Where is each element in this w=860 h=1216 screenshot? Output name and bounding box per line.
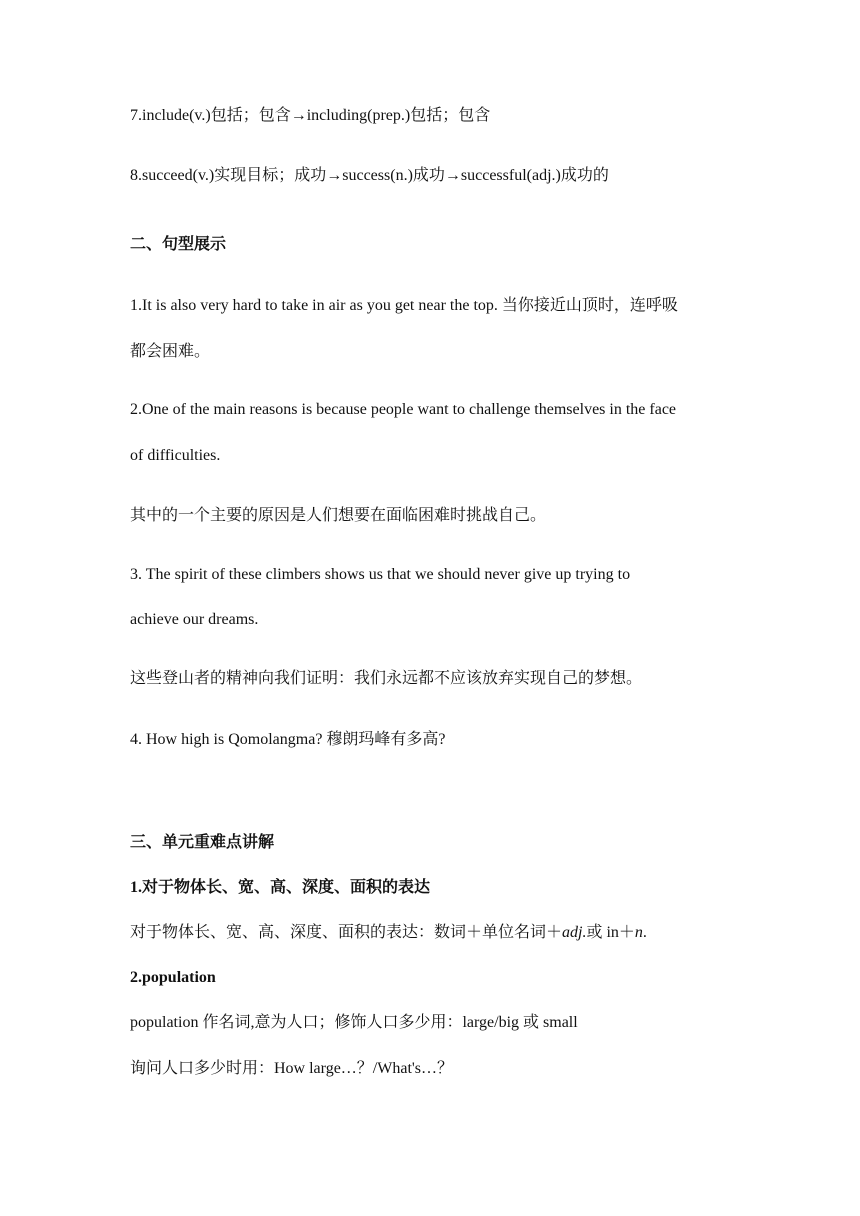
sentence-3-line-1: 3. The spirit of these climbers shows us that we should never give up trying to (130, 566, 631, 583)
section-heading-sentences: 二、句型展示 (130, 236, 227, 253)
keypoint-1-text-b: 或 in＋ (586, 924, 635, 941)
keypoint-1-text-c: . (642, 924, 647, 941)
sentence-1-line-1: 1.It is also very hard to take in air as you get near the top. 当你接近山顶时，连呼吸 (130, 297, 678, 314)
keypoint-1-text-a: 对于物体长、宽、高、深度、面积的表达：数词＋单位名词＋ (130, 924, 563, 941)
vocab-item-7: 7.include(v.)包括；包含→including(prep.)包括；包含 (130, 107, 491, 124)
section-heading-keypoints: 三、单元重难点讲解 (130, 834, 275, 851)
sentence-1-line-2: 都会困难。 (130, 343, 211, 360)
keypoint-1-text-adj: adj. (562, 924, 587, 941)
keypoint-2-title: 2.population (130, 969, 216, 986)
keypoint-2-text-1: population 作名词,意为人口；修饰人口多少用：large/big 或 small (130, 1014, 578, 1031)
sentence-2-translation: 其中的一个主要的原因是人们想要在面临困难时挑战自己。 (130, 507, 547, 524)
keypoint-1-title: 1.对于物体长、宽、高、深度、面积的表达 (130, 879, 431, 896)
keypoint-2-text-2: 询问人口多少时用：How large…？/What's…？ (130, 1060, 454, 1077)
keypoint-1-text-n: n (634, 924, 643, 941)
keypoint-1-text (130, 923, 740, 943)
sentence-4: 4. How high is Qomolangma? 穆朗玛峰有多高? (130, 731, 446, 748)
sentence-2-line-1: 2.One of the main reasons is because people want to challenge themselves in the face (130, 401, 677, 418)
sentence-3-line-2: achieve our dreams. (130, 611, 259, 628)
sentence-3-translation: 这些登山者的精神向我们证明：我们永远都不应该放弃实现自己的梦想。 (130, 670, 643, 687)
sentence-2-line-2: of difficulties. (130, 447, 221, 464)
vocab-item-8: 8.succeed(v.)实现目标；成功→success(n.)成功→successful(adj.)成功的 (130, 167, 609, 184)
